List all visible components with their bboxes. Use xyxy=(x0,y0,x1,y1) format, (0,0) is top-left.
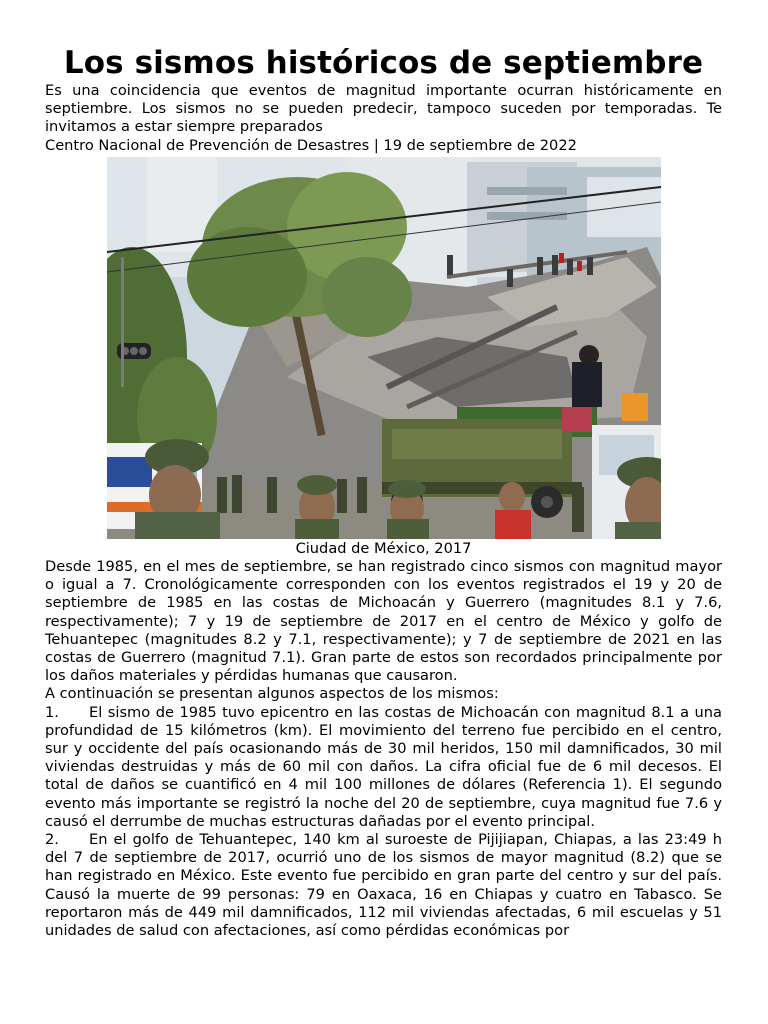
article-intro: Desde 1985, en el mes de septiembre, se han registrado cinco sismos con magnitud mayor o igual a 7. Cronológicamente corresponden con los eventos registrados el 19 y 20 de septiembre de 1985 en las costas de Michoacán y Guerrero (magnitudes 8.1 y 7.6, respectivamente); 7 y 19 de septiembre de 2017 en el centro de México y golfo de Tehuantepec (magnitudes 8.2 y 7.1, respectivamente); y 7 de septiembre de 2021 en las costas de Guerrero (magnitud 7.1). Gran parte de estos son recordados principalmente por los daños materiales y pérdidas humanas que causaron. xyxy=(45,558,722,685)
article-lead: Es una coincidencia que eventos de magnitud importante ocurran históricamente en septiembre. Los sismos no se pueden predecir, tampoco suceden por temporadas. Te invitamos a estar siempre preparados xyxy=(45,82,722,136)
list-item xyxy=(45,704,722,831)
list-item-text: En el golfo de Tehuantepec, 140 km al suroeste de Pijijiapan, Chiapas, a las 23:49 h del 7 de septiembre de 2017, ocurrió uno de los sismos de mayor magnitud (8.2) que se han registrado en México. Este evento fue percibido en gran parte del centro y sur del país. Causó la muerte de 99 personas: 79 en Oaxaca, 16 en Chiapas y cuatro en Tabasco. Se reportaron más de 449 mil damnificados, 112 mil viviendas afectadas, 6 mil escuelas y 51 unidades de salud con afectaciones, así como pérdidas económicas por xyxy=(45,831,722,940)
list-item-number: 1. xyxy=(45,703,59,721)
collapsed-building-photo xyxy=(107,157,661,539)
article-transition: A continuación se presentan algunos aspectos de los mismos: xyxy=(45,685,499,703)
article-byline: Centro Nacional de Prevención de Desastres | 19 de septiembre de 2022 xyxy=(45,136,577,154)
article-title: Los sismos históricos de septiembre xyxy=(63,45,704,81)
photo-caption: Ciudad de México, 2017 xyxy=(295,539,472,557)
list-item-text: El sismo de 1985 tuvo epicentro en las costas de Michoacán con magnitud 8.1 a una profundidad de 15 kilómetros (km). El movimiento del terreno fue percibido en el centro, sur y occidente del país ocasionando más de 30 mil heridos, 150 mil damnificados, 30 mil viviendas destruidas y más de 60 mil con daños. La cifra oficial fue de 6 mil decesos. El total de daños se cuantificó en 4 mil 100 millones de dólares (Referencia 1). El segundo evento más importante se registró la noche del 20 de septiembre, cuya magnitud fue 7.6 y causó el derrumbe de muchas estructuras dañadas por el evento principal. xyxy=(45,703,722,830)
list-item xyxy=(45,831,722,940)
article xyxy=(45,44,722,940)
list-item-number: 2. xyxy=(45,831,59,849)
